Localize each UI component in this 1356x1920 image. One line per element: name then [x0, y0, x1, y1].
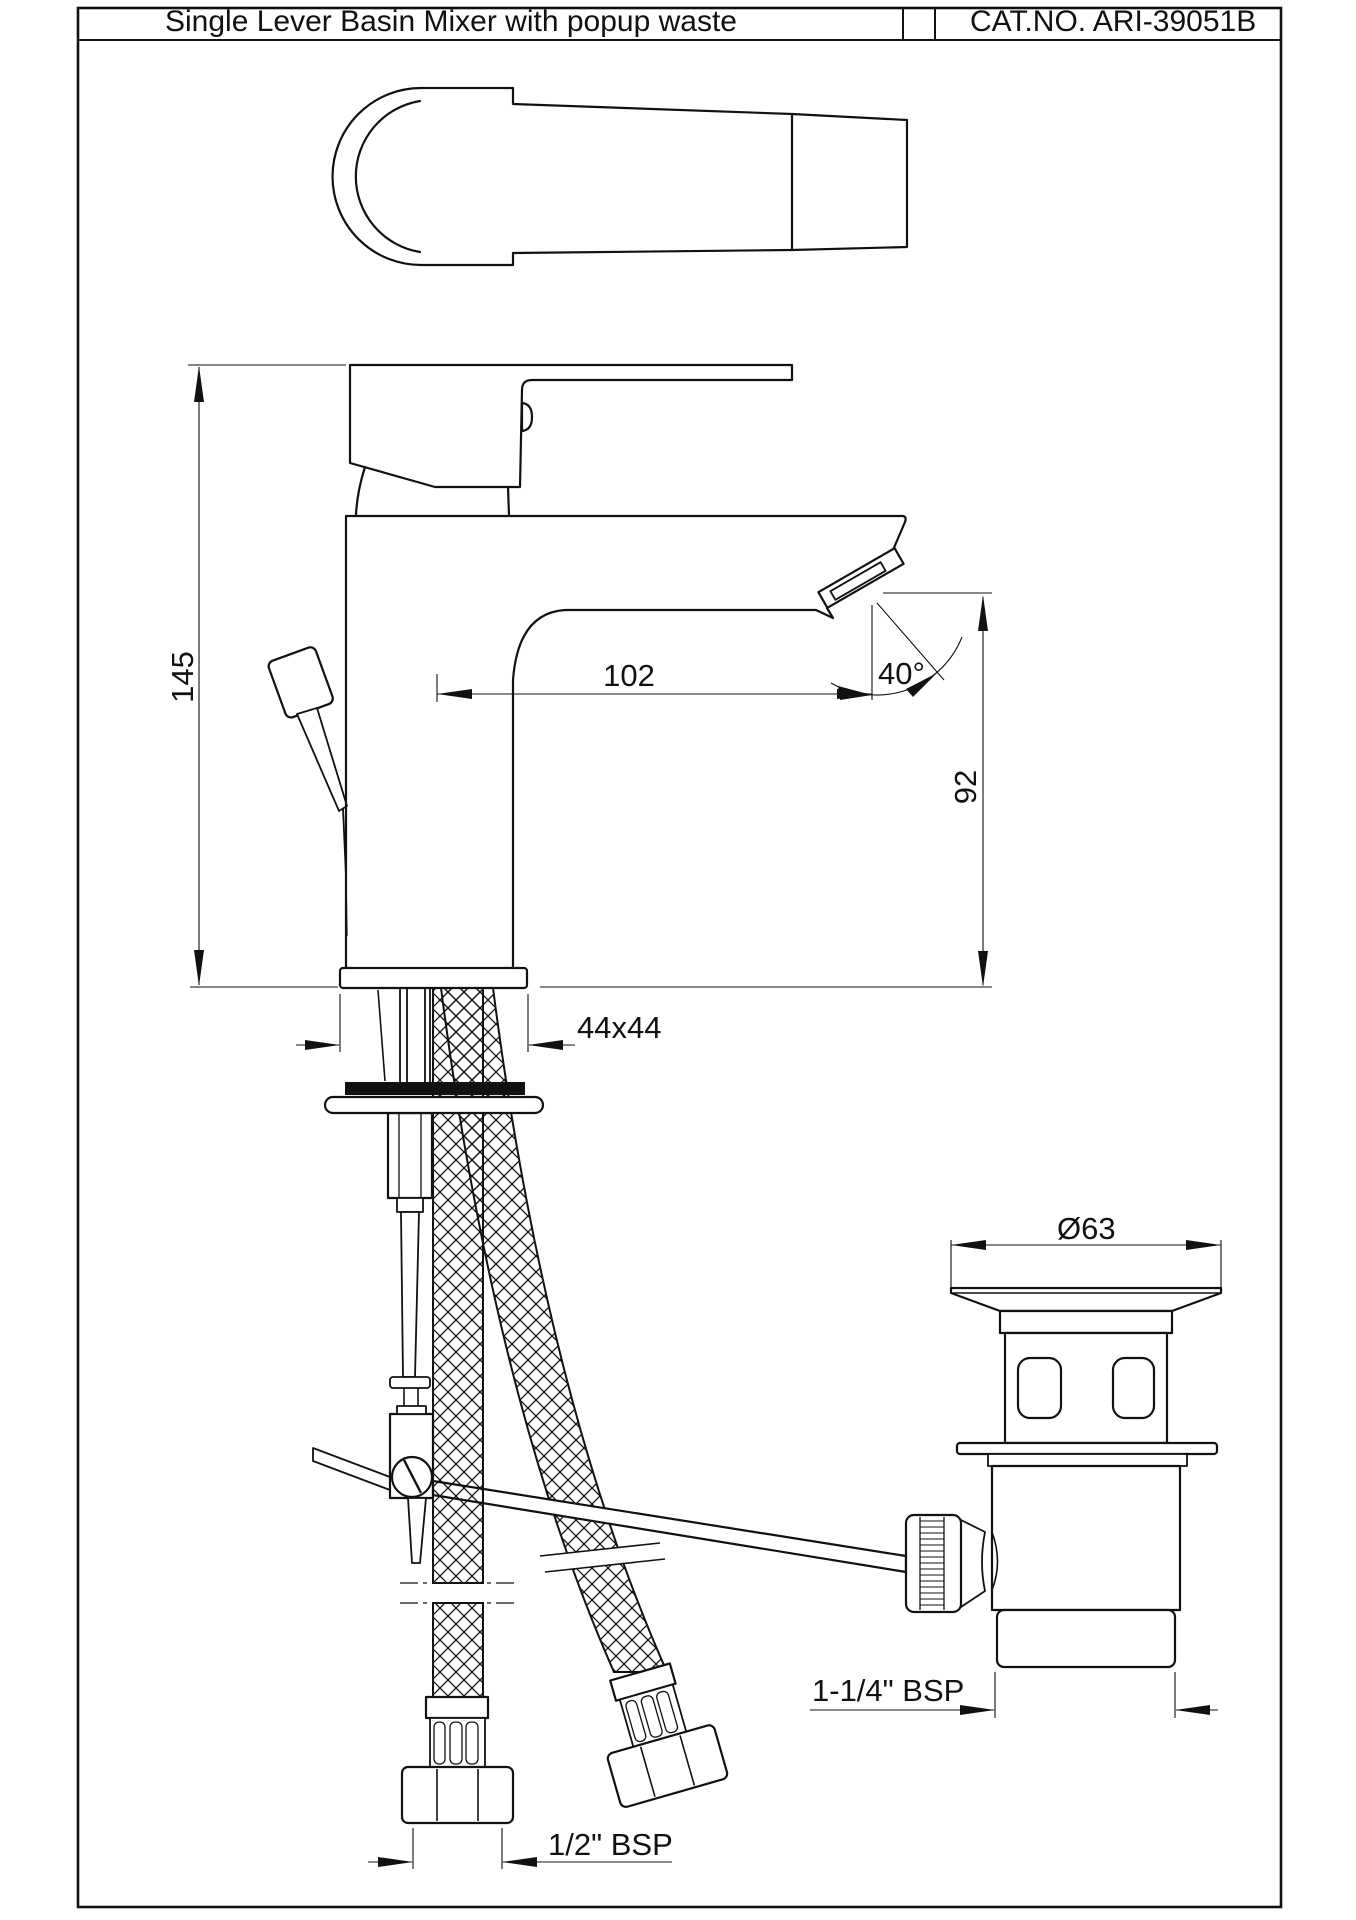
dim-spout-reach — [437, 658, 872, 702]
braided-hose-vertical — [433, 988, 483, 1583]
mixer-front-view — [267, 365, 906, 968]
knurled-nut — [906, 1515, 961, 1612]
popup-rod-left — [313, 1448, 390, 1490]
popup-pull-rod-lower — [390, 1212, 430, 1414]
dim-overall-height-label: 145 — [165, 651, 200, 703]
drawing-title: Single Lever Basin Mixer with popup waste — [165, 5, 737, 38]
dim-outlet-height-label: 92 — [948, 769, 983, 805]
catalog-number: CAT.NO. ARI-39051B — [970, 5, 1257, 38]
title-bar — [165, 5, 1256, 38]
hose-fitting-angled — [587, 1657, 728, 1809]
waste-mid-flange — [957, 1443, 1217, 1454]
dim-waste-thread-label: 1-1/4" BSP — [812, 1673, 965, 1708]
dim-spout-reach-label: 102 — [603, 658, 655, 693]
dim-outlet-height — [540, 593, 992, 987]
hose-nut-vertical — [402, 1767, 513, 1823]
faucet-body — [346, 516, 906, 968]
popup-waste-assembly — [906, 1288, 1221, 1667]
dim-spout-angle-label: 40° — [878, 656, 925, 691]
base-flange — [340, 968, 527, 988]
dim-waste-flange-label: Ø63 — [1057, 1211, 1116, 1246]
overflow-slot-right — [1113, 1358, 1154, 1418]
base-washer — [325, 1097, 543, 1113]
dim-hose-thread-label: 1/2" BSP — [548, 1827, 673, 1862]
clamp-lower-link — [408, 1498, 426, 1563]
ball-joint-taper — [961, 1520, 985, 1607]
dim-spout-angle — [831, 603, 962, 700]
waste-threaded-outlet — [997, 1610, 1175, 1667]
base-gasket — [345, 1082, 525, 1095]
popup-knob — [267, 646, 335, 719]
hose-nut-angled — [606, 1724, 728, 1808]
dim-base-section-label: 44x44 — [577, 1010, 662, 1045]
overflow-slot-left — [1018, 1358, 1061, 1418]
hose-fitting-vertical — [402, 1697, 513, 1823]
dim-waste-thread — [810, 1672, 1218, 1718]
waste-top-flange — [951, 1288, 1221, 1311]
lever-handle — [350, 365, 792, 487]
dim-waste-flange — [951, 1211, 1221, 1291]
waste-lower-body — [992, 1466, 1180, 1610]
popup-actuating-rod — [433, 1481, 906, 1572]
dim-hose-thread — [368, 1827, 673, 1869]
handle-top-view — [333, 88, 907, 265]
